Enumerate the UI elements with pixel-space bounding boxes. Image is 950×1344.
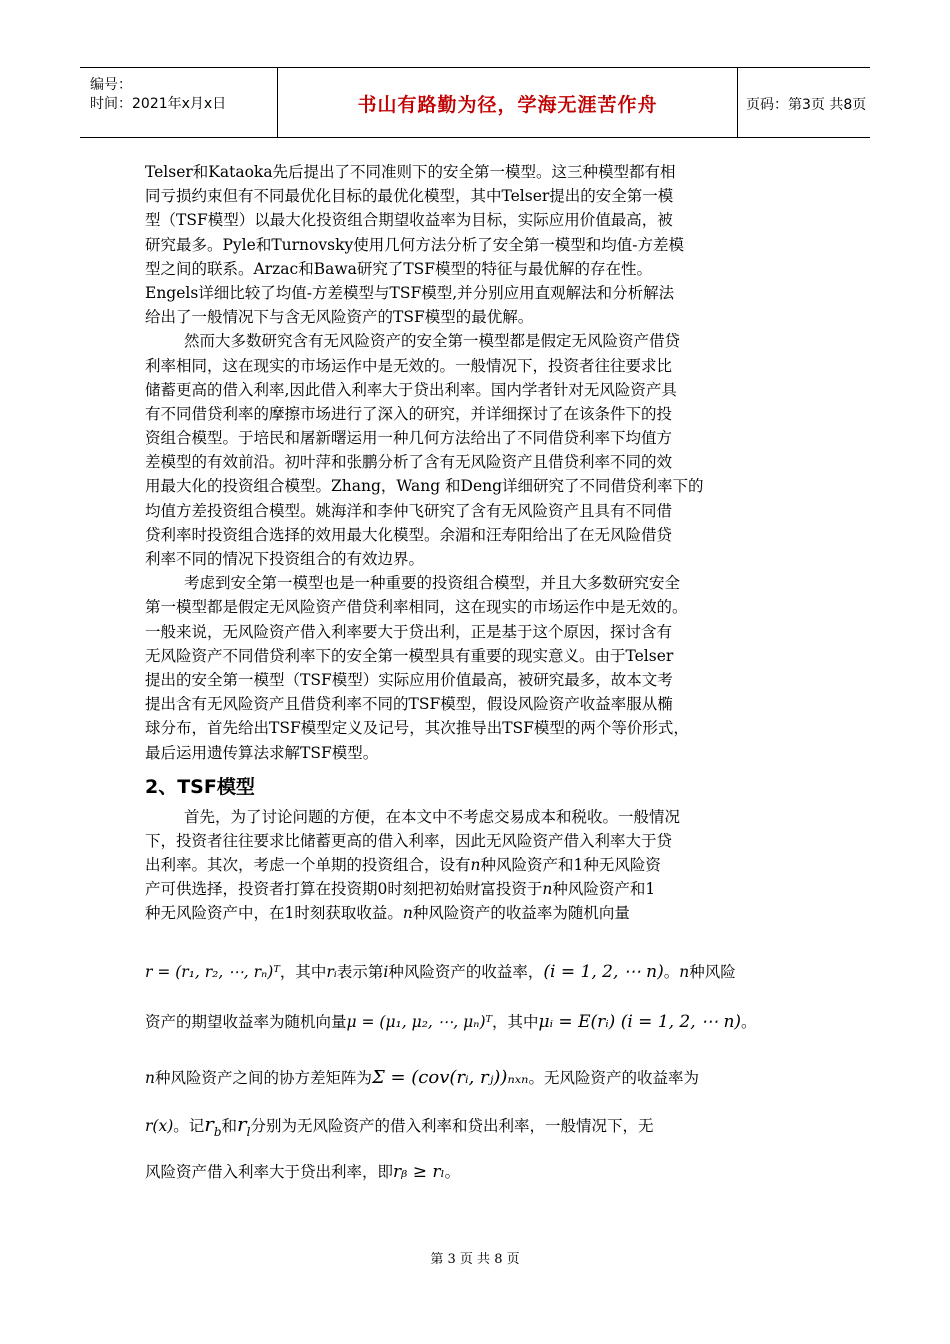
text-line: 型（TSF模型）以最大化投资组合期望收益率为目标，实际应用价值最高，被 [145, 211, 673, 230]
text-line: 第一模型都是假定无风险资产借贷利率相同，这在现实的市场运作中是无效的。 [145, 598, 688, 617]
text-line: 利率不同的情况下投资组合的有效边界。 [145, 550, 425, 568]
text-span: 种风险资产和1 [552, 880, 656, 899]
header-motto: 书山有路勤为径，学海无涯苦作舟 [357, 94, 658, 116]
text-span: 分别为无风险资产的借入利率和贷出利率，一般情况下，无 [250, 1117, 654, 1135]
text-span: 。无风险资产的收益率为 [528, 1069, 699, 1087]
text-span: 。 [741, 1013, 757, 1031]
header-page-code: 页码：第3页 共8页 [746, 97, 867, 113]
text-span: 。 [444, 1163, 461, 1181]
math-r-b [204, 1112, 222, 1139]
page-header [80, 67, 870, 138]
text-line: 最后运用遗传算法求解TSF模型。 [145, 743, 379, 762]
math-r-b-base: r [204, 1112, 214, 1136]
text-line: 均值方差投资组合模型。姚海洋和李仲飞研究了含有无风险资产且具有不同借 [145, 501, 673, 520]
paragraph-1 [145, 160, 810, 329]
text-span: 。记 [173, 1117, 205, 1135]
text-span: 种无风险资产中，在1时刻获取收益。 [145, 904, 403, 923]
text-line: 同亏损约束但有不同最优化目标的最优化模型，其中Telser提出的安全第一模 [145, 187, 674, 206]
text-span: 种风险资产和1种无风险资 [480, 856, 661, 875]
text-line: 资组合模型。于培民和屠新曙运用一种几何方法给出了不同借贷利率下均值方 [145, 429, 673, 448]
page-footer: 第 3 页 共 8 页 [430, 1252, 520, 1267]
text-span: ，其中 [492, 1013, 539, 1031]
paragraph-3 [145, 571, 810, 765]
text-line: 无风险资产不同借贷利率下的安全第一模型具有重要的现实意义。由于Telser [145, 646, 674, 665]
text-span: 资产的期望收益率为随机向量 [145, 1013, 347, 1031]
section-heading: 2、TSF模型 [145, 775, 255, 798]
text-span: 种风险资产的收益率为随机向量 [412, 904, 630, 923]
text-line: Telser和Kataoka先后提出了不同准则下的安全第一模型。这三种模型都有相 [145, 163, 676, 181]
header-date: 时间：2021年x月x日 [90, 96, 227, 112]
math-line-7 [145, 1010, 757, 1032]
math-line-6 [145, 960, 736, 982]
math-n: n [679, 963, 690, 981]
text-line: 球分布，首先给出TSF模型定义及记号，其次推导出TSF模型的两个等价形式， [145, 719, 689, 738]
math-r-l-base: r [237, 1112, 247, 1136]
text-line [145, 877, 810, 901]
math-line-10 [145, 1160, 460, 1182]
text-line: 研究最多。Pyle和Turnovsky使用几何方法分析了安全第一模型和均值-方差模 [145, 235, 684, 254]
text-span: 产可供选择，投资者打算在投资期0时刻把初始财富投资于 [145, 880, 543, 899]
text-span: 和 [221, 1117, 238, 1135]
text-line [145, 853, 810, 877]
text-line [145, 901, 810, 925]
text-line: 然而大多数研究含有无风险资产的安全第一模型都是假定无风险资产借贷 [184, 332, 681, 351]
document-body [145, 160, 810, 926]
text-span: 。 [663, 963, 680, 981]
text-line: 差模型的有效前沿。初叶萍和张鹏分析了含有无风险资产且借贷利率不同的效 [145, 453, 673, 472]
math-r-i: rᵢ [326, 963, 337, 981]
text-line: 用最大化的投资组合模型。Zhang，Wang 和Deng详细研究了不同借贷利率下的 [145, 477, 704, 496]
paragraph-2 [145, 329, 810, 571]
text-line: 给出了一般情况下与含无风险资产的TSF模型的最优解。 [145, 308, 534, 327]
math-i-range: (i = 1, 2, ⋯ n) [543, 962, 664, 982]
text-span: 种风险资产的收益率， [388, 963, 544, 981]
text-span: 种风险资产之间的协方差矩阵为 [154, 1069, 372, 1087]
math-r-vector: r = (r₁, r₂, ⋯, rₙ)ᵀ [145, 963, 280, 981]
math-line-9 [145, 1112, 653, 1139]
math-covariance: Σ = (cov(rᵢ, rⱼ))ₙₓₙ [372, 1067, 529, 1088]
text-line: 型之间的联系。Arzac和Bawa研究了TSF模型的特征与最优解的存在性。 [145, 259, 653, 278]
text-line: 考虑到安全第一模型也是一种重要的投资组合模型，并且大多数研究安全 [184, 574, 681, 593]
text-span: 表示第 [336, 963, 384, 981]
text-span: 风险资产借入利率大于贷出利率，即 [145, 1163, 394, 1181]
text-span: ，其中 [279, 963, 327, 981]
math-r-l-sub: l [246, 1125, 251, 1139]
math-inequality: rᵦ ≥ rₗ [393, 1162, 445, 1182]
text-line: Engels详细比较了均值-方差模型与TSF模型,并分别应用直观解法和分析解法 [145, 283, 675, 302]
header-left-cell [80, 68, 278, 137]
math-r-x: r(x) [145, 1117, 174, 1135]
math-n: n [470, 856, 481, 875]
math-n: n [145, 1069, 155, 1087]
text-line: 贷利率时投资组合选择的效用最大化模型。余湄和汪寿阳给出了在无风险借贷 [145, 525, 673, 544]
text-line: 提出含有无风险资产且借贷利率不同的TSF模型，假设风险资产收益率服从椭 [145, 695, 673, 714]
header-page-cell [738, 68, 870, 137]
math-n: n [402, 904, 413, 923]
math-r-b-sub: b [213, 1125, 222, 1139]
math-r-l [237, 1112, 251, 1139]
text-line: 储蓄更高的借入利率,因此借入利率大于贷出利率。国内学者针对无风险资产具 [145, 380, 677, 399]
math-mu-i: μᵢ = E(rᵢ) (i = 1, 2, ⋯ n) [538, 1012, 742, 1032]
text-span: 出利率。其次，考虑一个单期的投资组合，设有 [145, 856, 471, 875]
math-i: i [383, 963, 389, 981]
text-line: 一般来说，无风险资产借入利率要大于贷出利，正是基于这个原因，探讨含有 [145, 622, 673, 641]
math-line-8 [145, 1066, 699, 1088]
text-line: 提出的安全第一模型（TSF模型）实际应用价值最高，被研究最多，故本文考 [145, 670, 673, 689]
serial-number: 编号： [90, 77, 132, 93]
paragraph-4 [145, 805, 810, 926]
text-line: 下，投资者往往要求比储蓄更高的借入利率，因此无风险资产借入利率大于贷 [145, 831, 673, 850]
text-span: 种风险 [689, 963, 736, 981]
text-line: 有不同借贷利率的摩擦市场进行了深入的研究，并详细探讨了在该条件下的投 [145, 404, 673, 423]
math-n: n [542, 880, 553, 899]
math-mu-vector: μ = (μ₁, μ₂, ⋯, μₙ)ᵀ [346, 1013, 493, 1031]
text-line: 利率相同，这在现实的市场运作中是无效的。一般情况下，投资者往往要求比 [145, 356, 673, 375]
header-motto-cell [278, 68, 738, 137]
text-line: 首先，为了讨论问题的方便，在本文中不考虑交易成本和税收。一般情况 [184, 807, 681, 826]
